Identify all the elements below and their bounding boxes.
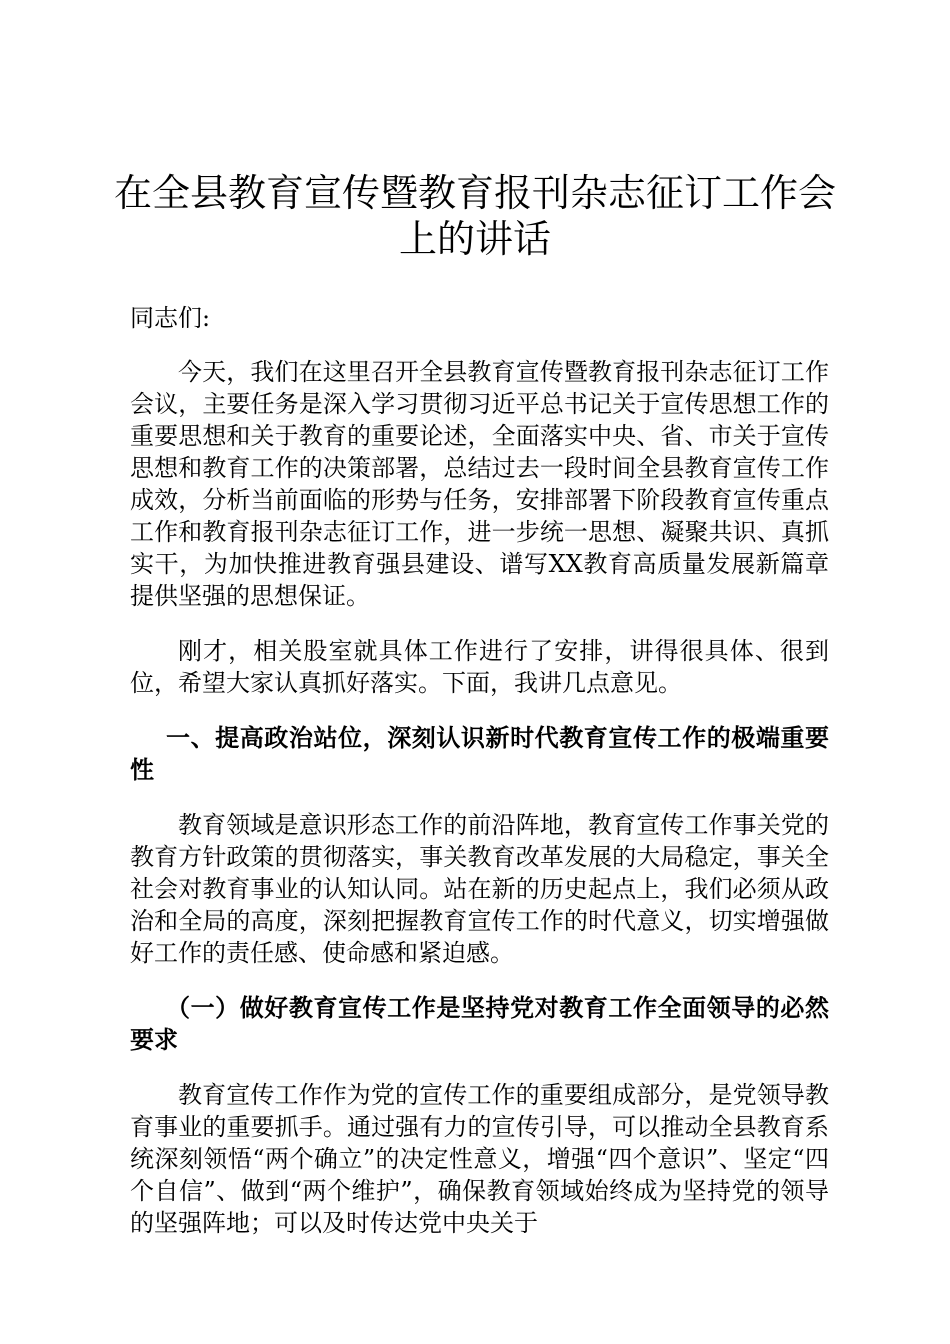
subsection-1-paragraph: 教育宣传工作作为党的宣传工作的重要组成部分，是党领导教育事业的重要抓手。通过强有力的宣传引导，可以推动全县教育系统深刻领悟“两个确立”的决定性意义，增强“四个意识”、坚定“四个自信”、做到“两个维护”，确保教育领域始终成为坚持党的领导的坚强阵地；可以及时传达党中央关于 <box>130 1081 829 1237</box>
document-title: 在全县教育宣传暨教育报刊杂志征订工作会上的讲话 <box>113 171 836 261</box>
section-heading-1: 一、提高政治站位，深刻认识新时代教育宣传工作的极端重要性 <box>130 724 829 784</box>
salutation: 同志们: <box>130 304 211 332</box>
paragraph-opening: 今天，我们在这里召开全县教育宣传暨教育报刊杂志征订工作会议，主要任务是深入学习贯彻习近平总书记关于宣传思想工作的重要思想和关于教育的重要论述，全面落实中央、省、市关于宣传思想和教育工作的决策部署，总结过去一段时间全县教育宣传工作成效，分析当前面临的形势与任务，安排部署下阶段教育宣传重点工作和教育报刊杂志征订工作，进一步统一思想、凝聚共识、真抓实干，为加快推进教育强县建设、谱写XX教育高质量发展新篇章提供坚强的思想保证。 <box>130 358 829 610</box>
paragraph-transition: 刚才，相关股室就具体工作进行了安排，讲得很具体、很到位，希望大家认真抓好落实。下面，我讲几点意见。 <box>130 637 829 697</box>
subsection-heading-1: （一）做好教育宣传工作是坚持党对教育工作全面领导的必然要求 <box>130 994 829 1054</box>
document-body <box>130 302 829 1262</box>
section-1-paragraph: 教育领域是意识形态工作的前沿阵地，教育宣传工作事关党的教育方针政策的贯彻落实，事关教育改革发展的大局稳定，事关全社会对教育事业的认知认同。站在新的历史起点上，我们必须从政治和全局的高度，深刻把握教育宣传工作的时代意义，切实增强做好工作的责任感、使命感和紧迫感。 <box>130 811 829 967</box>
